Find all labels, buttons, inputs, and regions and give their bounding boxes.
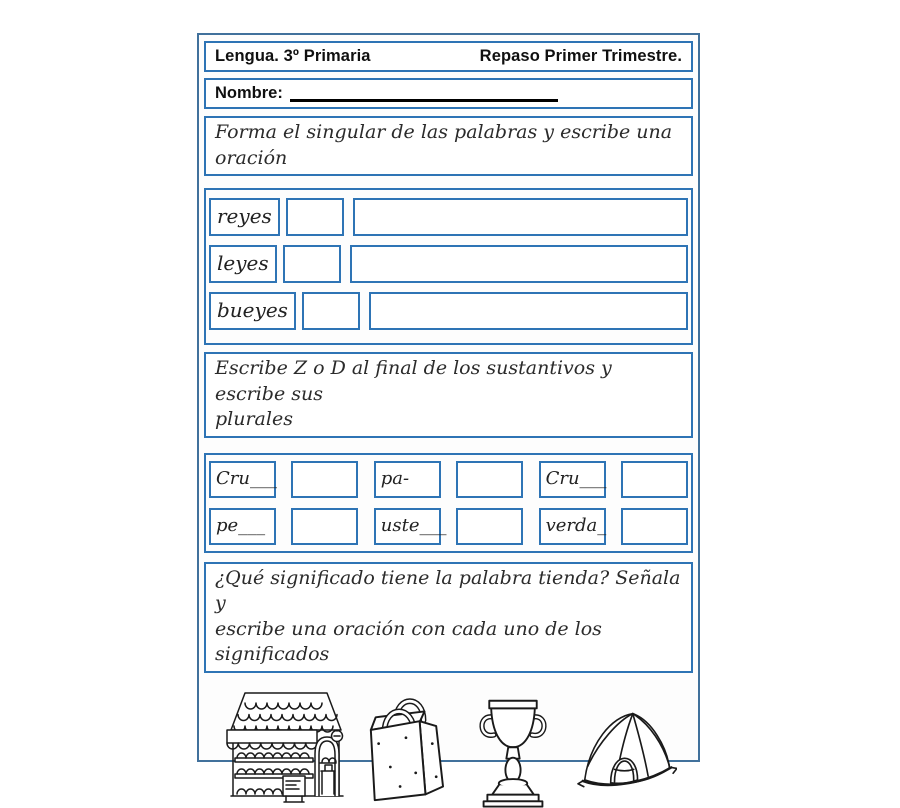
sentence-answer-box[interactable] — [369, 292, 688, 330]
stem-box: Cru___ — [539, 461, 606, 498]
plural-answer-box[interactable] — [291, 508, 358, 545]
worksheet-page — [197, 33, 700, 762]
singular-answer-box[interactable] — [302, 292, 360, 330]
exercise3-instruction-line1: ¿Qué significado tiene la palabra tienda? Señala y — [215, 566, 681, 614]
camping-tent-image — [577, 705, 677, 803]
name-row — [204, 78, 693, 109]
tienda-meanings-images — [204, 689, 693, 808]
plural-answer-box[interactable] — [291, 461, 358, 498]
topic-title: Repaso Primer Trimestre. — [479, 47, 682, 65]
exercise3-instruction-line2: escribe una oración con cada uno de los significados — [215, 617, 602, 665]
exercise3-instruction — [204, 562, 693, 673]
exercise1-instruction-line2: oración — [215, 146, 288, 169]
word-box: reyes — [209, 198, 280, 236]
plural-answer-box[interactable] — [456, 508, 523, 545]
course-title: Lengua. 3º Primaria — [215, 47, 371, 65]
exercise1-answer-area — [204, 188, 693, 345]
title-bar — [204, 41, 693, 72]
exercise1-instruction — [204, 116, 693, 176]
store-image — [225, 690, 347, 808]
singular-answer-box[interactable] — [283, 245, 341, 283]
word-row-reyes — [209, 198, 688, 236]
stem-box: uste___ — [374, 508, 441, 545]
stem-box: verda_ — [539, 508, 606, 545]
word-row-leyes — [209, 245, 688, 283]
name-label: Nombre: — [215, 84, 283, 102]
plural-answer-box[interactable] — [621, 461, 688, 498]
plural-answer-box[interactable] — [456, 461, 523, 498]
word-box: leyes — [209, 245, 277, 283]
shopping-bag-image — [361, 689, 447, 808]
name-blank-line[interactable] — [290, 86, 558, 102]
sentence-answer-box[interactable] — [353, 198, 688, 236]
stem-box: pe___ — [209, 508, 276, 545]
stem-box: pa- — [374, 461, 441, 498]
grid-row-2 — [209, 508, 688, 545]
exercise2-answer-area — [204, 453, 693, 553]
plural-answer-box[interactable] — [621, 508, 688, 545]
sentence-answer-box[interactable] — [350, 245, 688, 283]
exercise1-instruction-line1: Forma el singular de las palabras y escribe una — [215, 121, 673, 143]
exercise2-instruction-line1: Escribe Z o D al final de los sustantivos y escribe sus — [215, 357, 612, 405]
stem-box: Cru___ — [209, 461, 276, 498]
exercise2-instruction — [204, 352, 693, 438]
word-box: bueyes — [209, 292, 296, 330]
word-row-bueyes — [209, 292, 688, 330]
exercise2-instruction-line2: plurales — [215, 408, 293, 430]
grid-row-1 — [209, 461, 688, 498]
trophy-image — [475, 696, 551, 808]
singular-answer-box[interactable] — [286, 198, 344, 236]
